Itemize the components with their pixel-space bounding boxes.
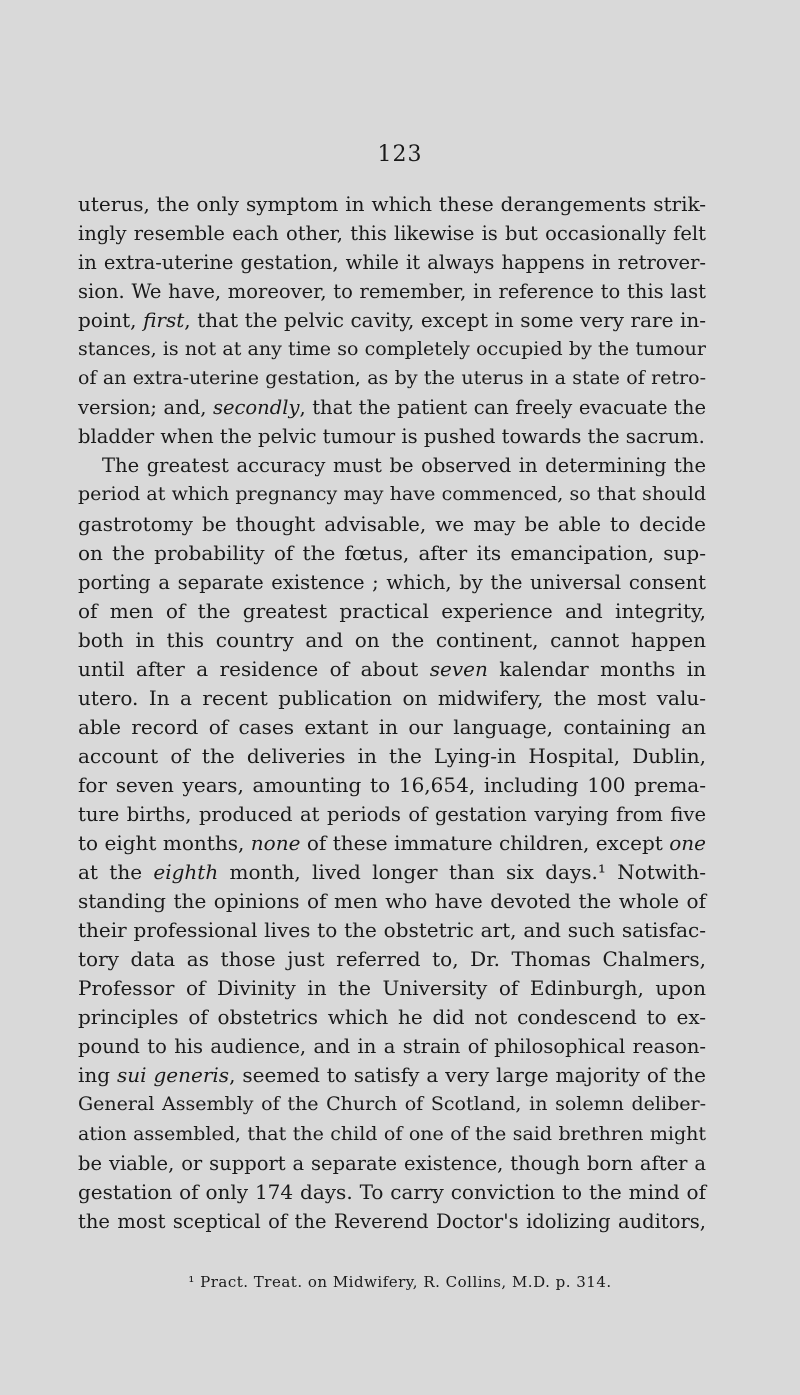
- text-line: be viable, or support a separate existence, though born after a: [78, 1151, 706, 1175]
- text-line: until after a residence of about seven kalendar months in: [78, 656, 706, 681]
- text-line: Professor of Divinity in the University of Edinburgh, upon: [78, 976, 706, 1001]
- text-line: sion. We have, moreover, to remember, in reference to this last: [78, 280, 706, 304]
- text-line: principles of obstetrics which he did not condescend to ex-: [78, 1005, 706, 1030]
- text-line: to eight months, none of these immature children, except one: [78, 831, 706, 856]
- text-line: at the eighth month, lived longer than six days.¹ Notwith-: [78, 860, 706, 885]
- text-line: porting a separate existence ; which, by the universal consent: [78, 570, 706, 594]
- text-line: both in this country and on the continent, cannot happen: [78, 627, 706, 652]
- text-line: tory data as those just referred to, Dr. Thomas Chalmers,: [78, 947, 706, 972]
- text-line: standing the opinions of men who have devoted the whole of: [78, 889, 706, 914]
- text-line: of an extra-uterine gestation, as by the uterus in a state of retro-: [78, 367, 706, 390]
- text-line: account of the deliveries in the Lying-in Hospital, Dublin,: [78, 743, 706, 768]
- text-line: bladder when the pelvic tumour is pushed towards the sacrum.: [78, 425, 705, 449]
- text-line: of men of the greatest practical experience and integrity,: [78, 598, 706, 623]
- text-line: ing sui generis, seemed to satisfy a very large majority of the: [78, 1063, 706, 1088]
- text-line: on the probability of the fœtus, after its emancipation, sup-: [78, 540, 706, 565]
- text-line: the most sceptical of the Reverend Doctor's idolizing auditors,: [78, 1209, 706, 1233]
- text-line: stances, is not at any time so completely occupied by the tumour: [78, 338, 706, 361]
- text-line: ingly resemble each other, this likewise is but occasionally felt: [78, 222, 706, 246]
- text-line: period at which pregnancy may have commenced, so that should: [78, 483, 706, 506]
- text-line: utero. In a recent publication on midwifery, the most valu-: [78, 685, 706, 710]
- text-line: gestation of only 174 days. To carry conviction to the mind of: [78, 1179, 706, 1204]
- text-line: version; and, secondly, that the patient can freely evacuate the: [78, 396, 706, 420]
- text-line: able record of cases extant in our language, containing an: [78, 714, 706, 739]
- text-line: for seven years, amounting to 16,654, including 100 prema-: [78, 772, 706, 797]
- text-line: their professional lives to the obstetric art, and such satisfac-: [78, 918, 706, 943]
- text-line: gastrotomy be thought advisable, we may be able to decide: [78, 511, 706, 536]
- body-text: [78, 190, 706, 1236]
- text-line: point, first, that the pelvic cavity, except in some very rare in-: [78, 308, 707, 333]
- text-line: General Assembly of the Church of Scotland, in solemn deliber-: [78, 1093, 706, 1116]
- text-line: in extra-uterine gestation, while it always happens in retrover-: [78, 251, 706, 275]
- footnote: ¹ Pract. Treat. on Midwifery, R. Collins, M.D. p. 314.: [188, 1273, 612, 1291]
- page-number: 123: [377, 142, 423, 167]
- text-line: ation assembled, that the child of one of the said brethren might: [78, 1122, 706, 1145]
- text-line: ture births, produced at periods of gestation varying from five: [78, 802, 706, 826]
- text-line: uterus, the only symptom in which these derangements strik-: [78, 192, 706, 216]
- text-line: pound to his audience, and in a strain of philosophical reason-: [78, 1035, 706, 1059]
- paragraph-start-line: The greatest accuracy must be observed in determining the: [102, 454, 706, 478]
